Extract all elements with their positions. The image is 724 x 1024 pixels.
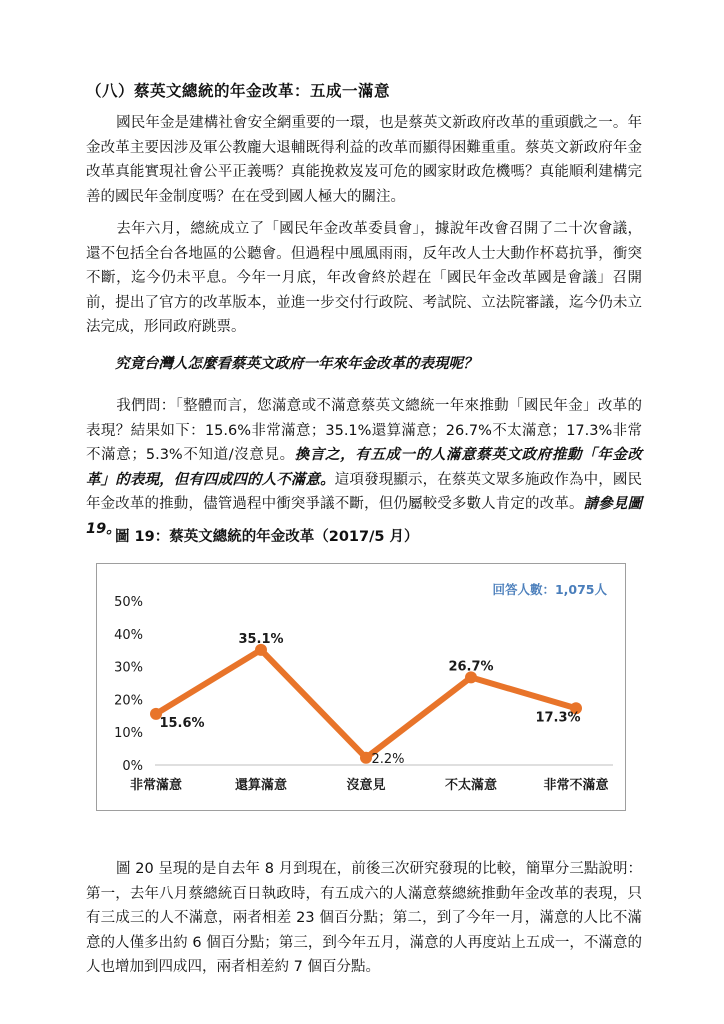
pension-reform-chart xyxy=(96,563,626,811)
x-category-label: 沒意見 xyxy=(346,778,386,793)
data-label: 2.2% xyxy=(371,751,405,767)
survey-results-tail: 這項發現顯示，在蔡英文眾多施政作為中，國民年金改革的推動，儘管過程中衝突爭議不斷，但仍屬較受多數人肯定的改革。 xyxy=(86,471,642,512)
x-category-label: 非常滿意 xyxy=(129,778,183,793)
paragraph-committee-text: 去年六月，總統成立了「國民年金改革委員會」，據說年改會召開了二十次會議，還不包括全台各地區的公聽會。但過程中風風雨雨，反年改人士大動作杯葛抗爭，衝突不斷，迄今仍未平息。今年一月底，年改會終於趕在「國民年金改革國是會議」召開前，提出了官方的改革版本，並進一步交付行政院、考試院、立法院審議，迄今仍未立法完成，形同政府跳票。 xyxy=(86,221,642,335)
y-tick-label: 0% xyxy=(122,759,143,774)
data-label: 26.7% xyxy=(448,659,494,675)
x-category-label: 非常不滿意 xyxy=(543,778,609,793)
paragraph-pension-intro xyxy=(86,111,642,209)
chart-svg xyxy=(97,564,625,810)
data-label: 35.1% xyxy=(238,631,284,647)
y-tick-label: 50% xyxy=(114,595,143,610)
paragraph-pension-intro-text: 國民年金是建構社會安全網重要的一環，也是蔡英文新政府改革的重頭戲之一。年金改革主要因涉及軍公教龐大退輔既得利益的改革而顯得困難重重。蔡英文新政府年金改革真能實現社會公平正義嗎？真能挽救岌岌可危的國家財政危機嗎？真能順利建構完善的國民年金制度嗎？在在受到國人極大的關注。 xyxy=(86,115,642,205)
paragraph-survey-results xyxy=(86,394,642,541)
y-tick-label: 30% xyxy=(114,660,143,676)
x-category-label: 不太滿意 xyxy=(444,778,498,793)
paragraph-committee xyxy=(86,217,642,340)
figure-caption: 圖 19：蔡英文總統的年金改革（2017/5 月） xyxy=(115,529,419,545)
section-heading: （八）蔡英文總統的年金改革：五成一滿意 xyxy=(86,82,391,100)
survey-results-emphasis: 換言之，有五成一的人滿意蔡英文政府推動「年金改革」的表現，但有四成四的人不滿意。 xyxy=(86,447,642,488)
respondents-count: 回答人數：1,075人 xyxy=(492,582,607,597)
question-line: 究竟台灣人怎麼看蔡英文政府一年來年金改革的表現呢？ xyxy=(115,356,478,372)
data-label: 17.3% xyxy=(535,710,581,726)
data-point xyxy=(360,752,372,764)
paragraph-trend-comparison xyxy=(86,857,642,980)
survey-results-lead: 我們問：「整體而言，您滿意或不滿意蔡英文總統一年來推動「國民年金」改革的表現？結果如下：15.6%非常滿意；35.1%還算滿意；26.7%不太滿意；17.3%非常不滿意；5.3%不知道/沒意見。 xyxy=(86,398,642,463)
series-line xyxy=(156,650,576,758)
y-tick-label: 10% xyxy=(114,726,143,742)
x-category-label: 還算滿意 xyxy=(234,778,288,793)
y-tick-label: 40% xyxy=(114,627,143,643)
paragraph-trend-comparison-text: 圖 20 呈現的是自去年 8 月到現在，前後三次研究發現的比較，簡單分三點說明：第一，去年八月蔡總統百日執政時，有五成六的人滿意蔡總統推動年金改革的表現，只有三成三的人不滿意，兩者相差 23 個百分點；第二，到了今年一月，滿意的人比不滿意的人僅多出約 6 個百分點；第三，到今年五月，滿意的人再度站上五成一，不滿意的人也增加到四成四，兩者相差約 7 個百分點。 xyxy=(86,861,642,975)
figure-reference: 請參見圖 19。 xyxy=(86,496,642,537)
y-tick-label: 20% xyxy=(114,693,143,709)
data-label: 15.6% xyxy=(159,715,205,731)
